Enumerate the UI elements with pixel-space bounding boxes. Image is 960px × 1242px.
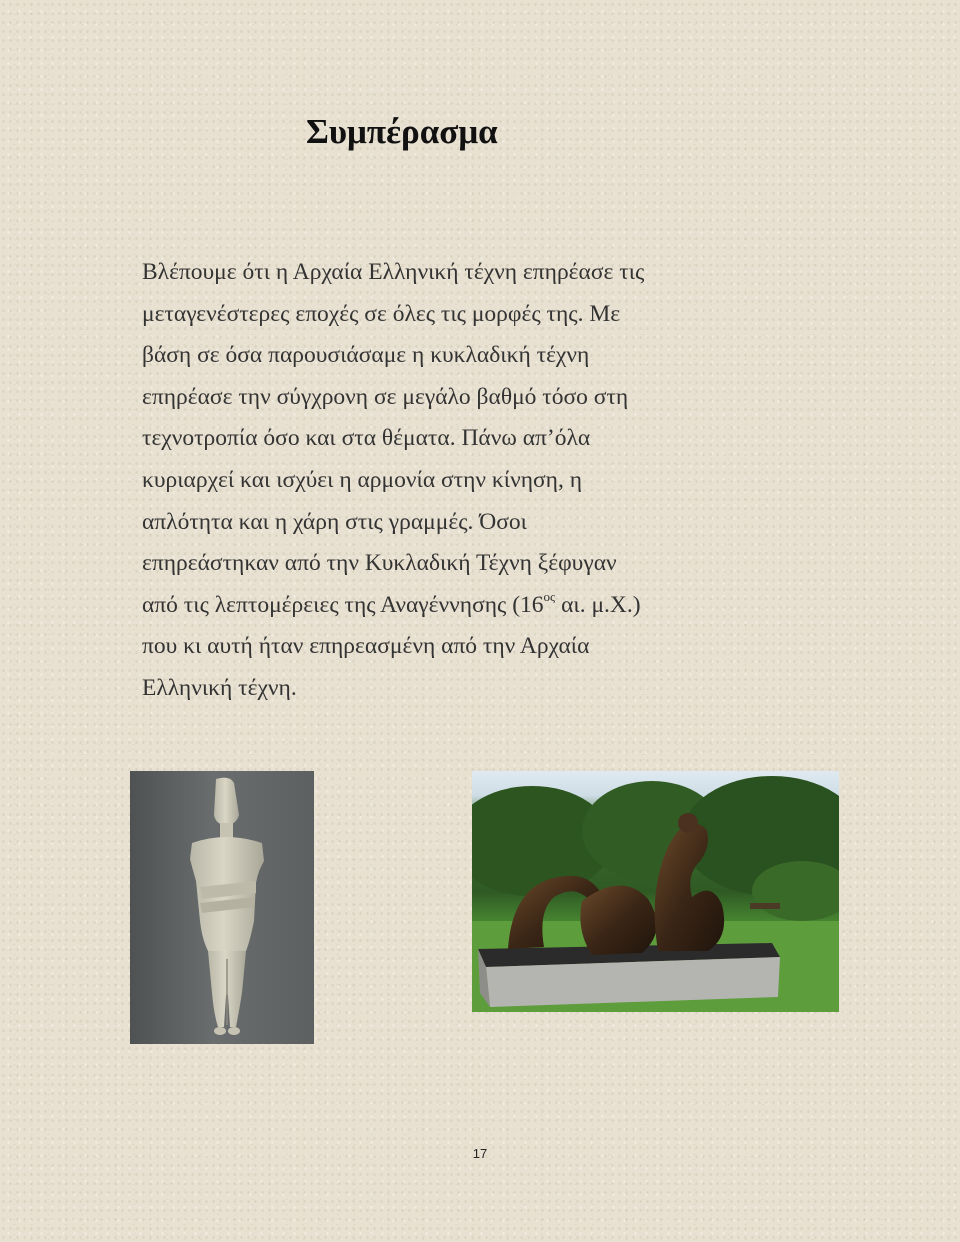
paragraph-line: μεταγενέστερες εποχές σε όλες τις μορφές της. Με [142, 300, 621, 327]
page-title: Συμπέρασμα [306, 112, 498, 151]
paragraph-line: απλότητα και η χάρη στις γραμμές. Όσοι [142, 508, 527, 535]
paragraph-line: κυριαρχεί και ισχύει η αρμονία στην κίνηση, η [142, 466, 582, 493]
conclusion-paragraph [142, 252, 842, 710]
paragraph-line: βάση σε όσα παρουσιάσαμε η κυκλαδική τέχνη [142, 342, 590, 369]
paragraph-line [142, 585, 842, 627]
paragraph-line: που κι αυτή ήταν επηρεασμένη από την Αρχαία [142, 633, 590, 660]
paragraph-line: Βλέπουμε ότι η Αρχαία Ελληνική τέχνη επηρέασε τις [142, 259, 645, 285]
paragraph-line: επηρεάστηκαν από την Κυκλαδική Τέχνη ξέφυγαν [142, 550, 617, 577]
ordinal-superscript: ος [543, 588, 556, 604]
cycladic-figurine-photo [130, 771, 314, 1044]
modern-sculpture-photo [472, 771, 839, 1012]
paragraph-line: Ελληνική τέχνη. [142, 674, 297, 701]
sculpture-illustration [472, 771, 839, 1012]
paragraph-line: επηρέασε την σύγχρονη σε μεγάλο βαθμό τόσο στη [142, 383, 629, 410]
page-number: 17 [472, 1146, 488, 1161]
line-text: αι. μ.Χ.) [555, 591, 641, 618]
line-text: από τις λεπτομέρειες της Αναγέννησης (16 [142, 591, 544, 618]
figurine-illustration [130, 771, 314, 1044]
paragraph-line: τεχνοτροπία όσο και στα θέματα. Πάνω απ’όλα [142, 425, 591, 452]
